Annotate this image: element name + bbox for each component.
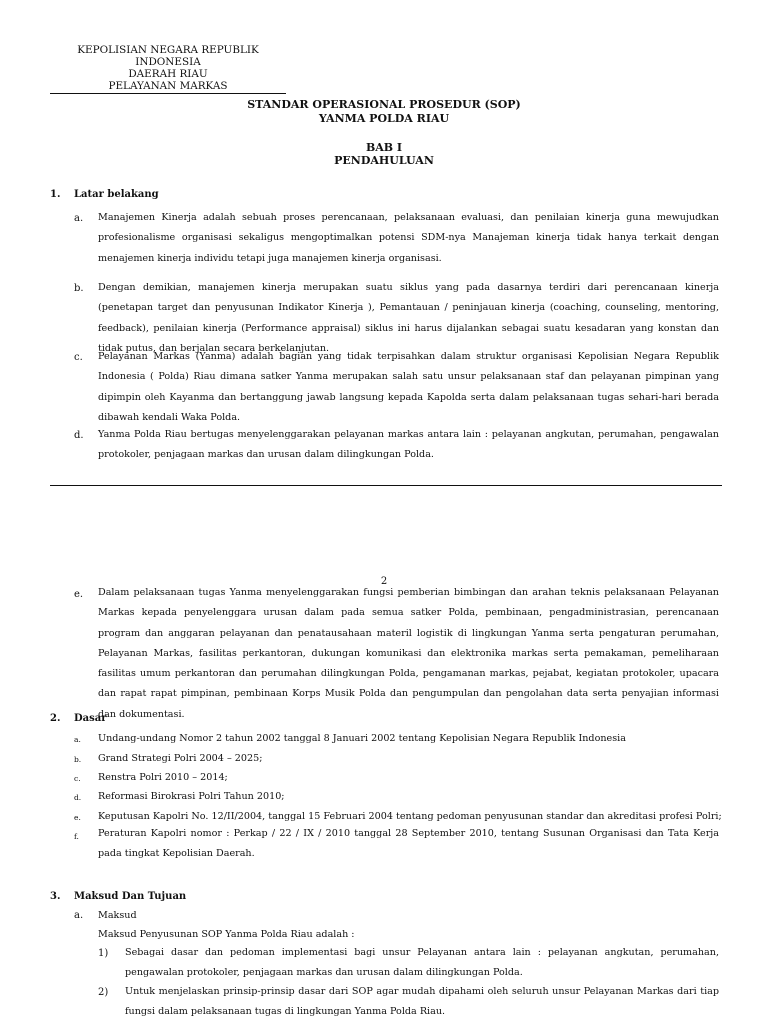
letterhead [50, 44, 286, 94]
letterhead-underline [50, 93, 286, 94]
page-number: 2 [380, 576, 388, 587]
section-2-number: 2. [50, 713, 61, 724]
paragraph: Pelayanan Markas (Yanma) adalah bagian yang tidak terpisahkan dalam struktur organisasi Kepolisian Negara Republik Indonesia ( Polda) Riau dimana satker Yanma merupakan salah satu unsur pelaksanaan staf dan pelayanan pimpinan yang dipimpin oleh Kayanma dan bertanggung jawab langsung kepada Kapolda serta dalam pelaksanaan tugas sehari-hari berada dibawah kendali Waka Polda. [98, 351, 719, 423]
page-break-line [50, 485, 722, 486]
chapter-number: BAB I [365, 141, 403, 154]
item-label: d. [74, 793, 82, 802]
chapter-title: PENDAHULUAN [334, 154, 434, 167]
paragraph: Dalam pelaksanaan tugas Yanma menyelenggarakan fungsi pemberian bimbingan dan arahan teknis pelaksanaan Pelayanan Markas kepada penyelenggara urusan dalam pada semua satker Polda, pembinaan, pengadministrasian, perencanaan program dan anggaran pelayanan dan penatausahaan materil logistik di lingkungan Yanma serta pengaturan perumahan, Pelayanan Markas, fasilitas perkantoran, dukungan komunikasi dan elektronika markas serta pemakaman, pemeliharaan fasilitas umum perkantoran dan perumahan dilingkungan Polda, pengamanan markas, pejabat, kegiatan protokoler, upacara dan rapat rapat pimpinan, pembinaan Korps Musik Polda dan pengumpulan dan pengolahan data serta penyajian informasi dan dokumentasi. [98, 587, 719, 720]
list-item: Grand Strategi Polri 2004 – 2025; [98, 753, 263, 764]
section-2-heading: Dasar [74, 713, 107, 724]
letterhead-unit: PELAYANAN MARKAS [108, 80, 228, 92]
item-label: 1) [98, 948, 109, 959]
intro-text: Maksud Penyusunan SOP Yanma Polda Riau adalah : [98, 929, 355, 940]
item-label: b. [74, 283, 84, 294]
item-label: 2) [98, 987, 109, 998]
section-1-number: 1. [50, 189, 61, 200]
item-label: a. [74, 910, 84, 921]
list-item: Peraturan Kapolri nomor : Perkap / 22 / IX / 2010 tanggal 28 September 2010, tentang Susunan Organisasi dan Tata Kerja pada tingkat Kepolisian Daerah. [98, 828, 719, 860]
item-label: c. [74, 774, 81, 783]
letterhead-institution: KEPOLISIAN NEGARA REPUBLIK INDONESIA [77, 44, 259, 68]
item-label: a. [74, 213, 84, 224]
list-item: Undang-undang Nomor 2 tahun 2002 tanggal 8 Januari 2002 tentang Kepolisian Negara Republik Indonesia [98, 733, 626, 744]
item-label: c. [74, 352, 83, 363]
section-3-number: 3. [50, 891, 61, 902]
item-label: f. [74, 832, 79, 841]
document-subtitle: YANMA POLDA RIAU [318, 112, 450, 125]
paragraph: Manajemen Kinerja adalah sebuah proses perencanaan, pelaksanaan evaluasi, dan penilaian kinerja guna mewujudkan profesionalisme organisasi sekaligus mengoptimalkan potensi SDM-nya Manajeman kinerja tidak hanya terkait dengan menajemen kinerja individu tetapi juga manajemen kinerja organisasi. [98, 212, 719, 264]
list-item: Reformasi Birokrasi Polri Tahun 2010; [98, 791, 285, 802]
list-item: Renstra Polri 2010 – 2014; [98, 772, 228, 783]
paragraph: Dengan demikian, manajemen kinerja merupakan suatu siklus yang pada dasarnya terdiri dari perencanaan kinerja (penetapan target dan penyusunan Indikator Kinerja ), Pemantauan / peninjauan kinerja (coaching, counseling, mentoring, feedback), penilaian kinerja (Performance appraisal) siklus ini harus dijalankan sebagai suatu kesadaran yang konstan dan tidak putus, dan berjalan secara berkelanjutan. [98, 282, 719, 354]
item-label: e. [74, 813, 81, 822]
section-3-heading: Maksud Dan Tujuan [74, 891, 187, 902]
paragraph: Untuk menjelaskan prinsip-prinsip dasar dari SOP agar mudah dipahami oleh seluruh unsur Pelayanan Markas dari tiap fungsi dalam pelaksanaan tugas di lingkungan Yanma Polda Riau. [125, 986, 719, 1018]
list-item: Keputusan Kapolri No. 12/II/2004, tanggal 15 Februari 2004 tentang pedoman penyusunan standar dan akreditasi profesi Polri; [98, 811, 722, 822]
item-label: e. [74, 589, 84, 600]
item-label: b. [74, 755, 82, 764]
paragraph: Sebagai dasar dan pedoman implementasi bagi unsur Pelayanan antara lain : pelayanan angkutan, perumahan, pengawalan protokoler, penjagaan markas dan urusan dalam dilingkungan Polda. [125, 947, 719, 979]
item-label: a. [74, 735, 81, 744]
letterhead-region: DAERAH RIAU [128, 68, 208, 80]
subsection-heading: Maksud [98, 910, 137, 921]
document-title: STANDAR OPERASIONAL PROSEDUR (SOP) [247, 98, 521, 111]
section-1-heading: Latar belakang [74, 189, 159, 200]
paragraph: Yanma Polda Riau bertugas menyelenggarakan pelayanan markas antara lain : pelayanan angkutan, perumahan, pengawalan protokoler, penjagaan markas dan urusan dalam dilingkungan Polda. [98, 429, 719, 461]
item-label: d. [74, 430, 84, 441]
